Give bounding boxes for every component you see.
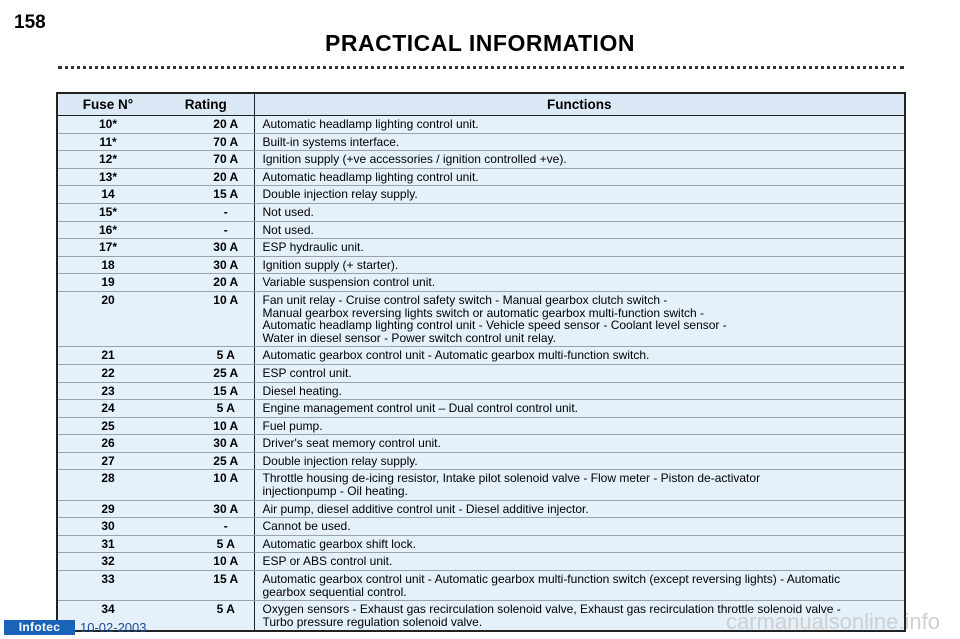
table-row (57, 133, 905, 151)
rating-cell: 70 A (158, 151, 254, 169)
function-cell: Not used. (254, 203, 905, 221)
rating-cell: 5 A (158, 601, 254, 632)
function-cell: Ignition supply (+ve accessories / ignition controlled +ve). (254, 151, 905, 169)
table-row (57, 116, 905, 134)
table-row (57, 256, 905, 274)
rating-cell: 10 A (158, 470, 254, 500)
table-row (57, 452, 905, 470)
fuse-number-cell: 22 (57, 364, 158, 382)
fuse-number-cell: 26 (57, 435, 158, 453)
table-row (57, 535, 905, 553)
table-row (57, 274, 905, 292)
rating-cell: 25 A (158, 364, 254, 382)
table-row (57, 500, 905, 518)
rating-cell: 5 A (158, 535, 254, 553)
function-cell: Automatic gearbox control unit - Automatic gearbox multi-function switch (except reversing lights) - Automatic gearbox sequential control. (254, 571, 905, 601)
function-cell: Fan unit relay - Cruise control safety switch - Manual gearbox clutch switch - Manual gearbox reversing lights switch or automatic gearbox multi-function switch - Automatic headlamp lighting control unit - Vehicle speed sensor - Coolant level sensor - Water in diesel sensor - Power switch control unit relay. (254, 291, 905, 346)
function-cell: Automatic headlamp lighting control unit. (254, 168, 905, 186)
function-cell: Automatic headlamp lighting control unit. (254, 116, 905, 134)
fuse-number-cell: 24 (57, 400, 158, 418)
function-cell: Automatic gearbox shift lock. (254, 535, 905, 553)
header-rating: Rating (158, 93, 254, 116)
fuse-number-cell: 25 (57, 417, 158, 435)
function-cell: Air pump, diesel additive control unit - Diesel additive injector. (254, 500, 905, 518)
table-row (57, 417, 905, 435)
fuse-number-cell: 27 (57, 452, 158, 470)
table-row (57, 168, 905, 186)
function-cell: Variable suspension control unit. (254, 274, 905, 292)
fuse-number-cell: 13* (57, 168, 158, 186)
table-row (57, 221, 905, 239)
fuse-number-cell: 21 (57, 347, 158, 365)
rating-cell: 30 A (158, 256, 254, 274)
rating-cell: 30 A (158, 500, 254, 518)
function-cell: Built-in systems interface. (254, 133, 905, 151)
table-row (57, 571, 905, 601)
rating-cell: 5 A (158, 347, 254, 365)
fuse-number-cell: 16* (57, 221, 158, 239)
function-cell: Double injection relay supply. (254, 452, 905, 470)
rating-cell: 5 A (158, 400, 254, 418)
function-cell: ESP control unit. (254, 364, 905, 382)
rating-cell: - (158, 518, 254, 536)
fuse-number-cell: 19 (57, 274, 158, 292)
function-cell: Cannot be used. (254, 518, 905, 536)
table-row (57, 435, 905, 453)
function-cell: Fuel pump. (254, 417, 905, 435)
rating-cell: 20 A (158, 168, 254, 186)
header-functions: Functions (254, 93, 905, 116)
fuse-number-cell: 15* (57, 203, 158, 221)
fuse-number-cell: 23 (57, 382, 158, 400)
function-cell: Engine management control unit – Dual control control unit. (254, 400, 905, 418)
header-fuse-number: Fuse N° (57, 93, 158, 116)
rating-cell: 10 A (158, 291, 254, 346)
rating-cell: 70 A (158, 133, 254, 151)
rating-cell: 30 A (158, 435, 254, 453)
table-row (57, 470, 905, 500)
table-row (57, 186, 905, 204)
table-row (57, 518, 905, 536)
function-cell: Ignition supply (+ starter). (254, 256, 905, 274)
fuse-number-cell: 28 (57, 470, 158, 500)
rating-cell: 15 A (158, 186, 254, 204)
rating-cell: 20 A (158, 274, 254, 292)
fuse-number-cell: 29 (57, 500, 158, 518)
table-row (57, 291, 905, 346)
fuse-number-cell: 32 (57, 553, 158, 571)
rating-cell: 30 A (158, 239, 254, 257)
page-number: 158 (14, 12, 46, 33)
function-cell: Double injection relay supply. (254, 186, 905, 204)
table-row (57, 239, 905, 257)
fuse-number-cell: 33 (57, 571, 158, 601)
rating-cell: 15 A (158, 382, 254, 400)
table-row (57, 553, 905, 571)
function-cell: Driver's seat memory control unit. (254, 435, 905, 453)
function-cell: Oxygen sensors - Exhaust gas recirculation solenoid valve, Exhaust gas recirculation throttle solenoid valve - Turbo pressure regulation solenoid valve. (254, 601, 905, 632)
function-cell: ESP hydraulic unit. (254, 239, 905, 257)
watermark: carmanualsonline.info (725, 609, 940, 634)
rating-cell: 15 A (158, 571, 254, 601)
table-row (57, 400, 905, 418)
page-title: PRACTICAL INFORMATION (325, 30, 635, 56)
function-cell: Diesel heating. (254, 382, 905, 400)
fuse-number-cell: 14 (57, 186, 158, 204)
fuse-table-body (57, 116, 905, 632)
function-cell: Throttle housing de-icing resistor, Intake pilot solenoid valve - Flow meter - Piston de-activator injectionpump - Oil heating. (254, 470, 905, 500)
fuse-number-cell: 31 (57, 535, 158, 553)
rating-cell: - (158, 221, 254, 239)
rating-cell: 25 A (158, 452, 254, 470)
table-row (57, 382, 905, 400)
rating-cell: - (158, 203, 254, 221)
table-row (57, 203, 905, 221)
function-cell: ESP or ABS control unit. (254, 553, 905, 571)
table-header-row (57, 93, 905, 116)
infotec-logo: Infotec (4, 620, 75, 635)
table-row (57, 347, 905, 365)
footer-date: 10-02-2003 (80, 620, 147, 635)
fuse-number-cell: 11* (57, 133, 158, 151)
fuse-number-cell: 30 (57, 518, 158, 536)
fuse-number-cell: 17* (57, 239, 158, 257)
rating-cell: 10 A (158, 553, 254, 571)
fuse-number-cell: 34 (57, 601, 158, 632)
fuse-number-cell: 18 (57, 256, 158, 274)
function-cell: Automatic gearbox control unit - Automatic gearbox multi-function switch. (254, 347, 905, 365)
dotted-divider (58, 66, 904, 69)
table-row (57, 151, 905, 169)
fuse-table (56, 92, 906, 632)
fuse-number-cell: 10* (57, 116, 158, 134)
fuse-number-cell: 20 (57, 291, 158, 346)
fuse-number-cell: 12* (57, 151, 158, 169)
function-cell: Not used. (254, 221, 905, 239)
table-row (57, 364, 905, 382)
rating-cell: 10 A (158, 417, 254, 435)
rating-cell: 20 A (158, 116, 254, 134)
